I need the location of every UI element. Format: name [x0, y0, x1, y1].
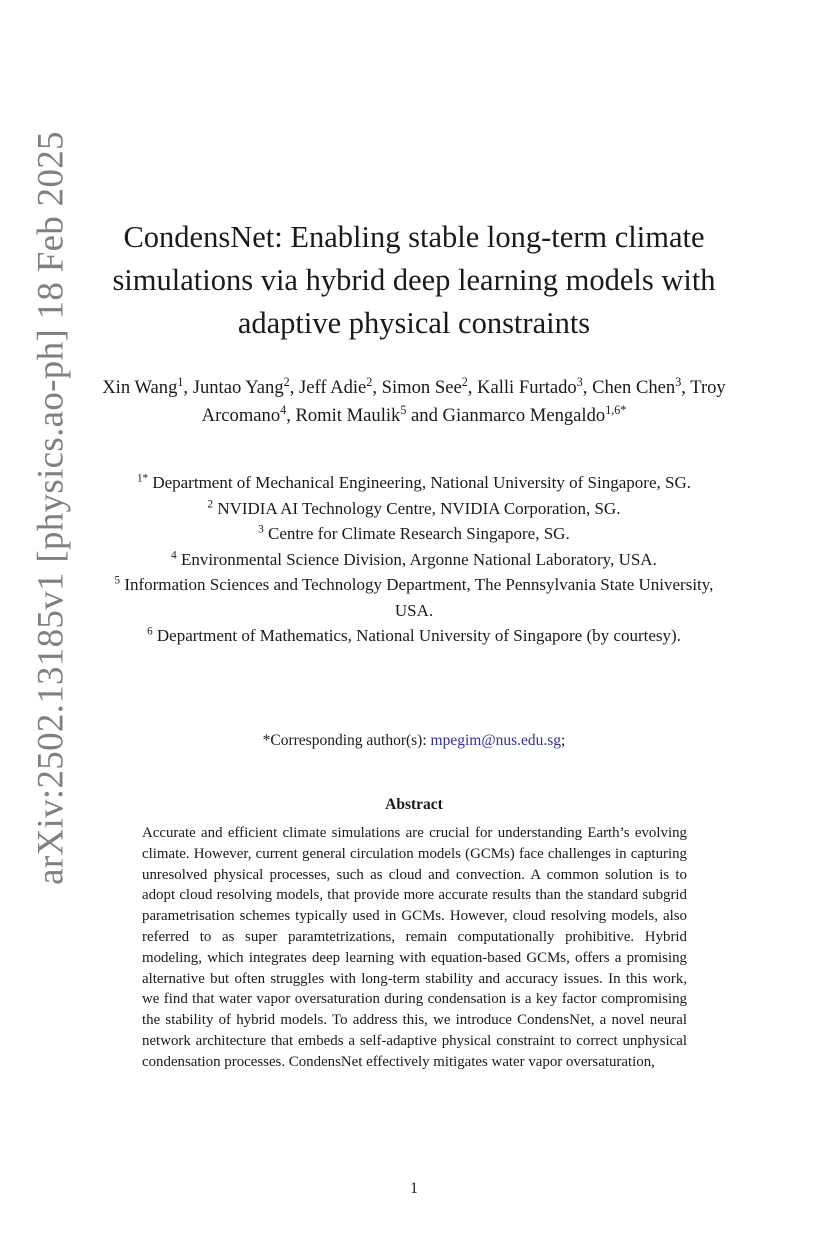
- affiliation-text: Department of Mechanical Engineering, National University of Singapore, SG.: [152, 473, 691, 492]
- affiliation: [100, 623, 728, 649]
- arxiv-identifier: arXiv:2502.13185v1 [physics.ao-ph] 18 Feb 2025: [30, 131, 72, 885]
- author-affiliation-mark: 1: [177, 374, 184, 389]
- author: [592, 374, 682, 398]
- abstract-heading: Abstract: [385, 796, 443, 813]
- author: [102, 374, 184, 398]
- affiliation-mark: 5: [114, 574, 121, 587]
- author-separator: ,: [286, 404, 296, 426]
- affiliation-text: NVIDIA AI Technology Centre, NVIDIA Corporation, SG.: [217, 498, 621, 518]
- author-separator: ,: [289, 377, 299, 398]
- affiliation: [100, 572, 728, 623]
- author-affiliation-mark: 5: [400, 402, 407, 417]
- author-name: Kalli Furtado: [477, 377, 577, 398]
- author-affiliation-mark: 2: [366, 374, 373, 389]
- author-separator: ,: [681, 377, 691, 398]
- corresponding-email-link[interactable]: mpegim@nus.edu.sg: [430, 732, 562, 749]
- author: [192, 374, 290, 398]
- affiliation: [100, 521, 728, 547]
- affiliation: [100, 470, 728, 496]
- author: [442, 402, 627, 426]
- corresponding-suffix: ;: [561, 732, 566, 749]
- affiliation-text: Department of Mathematics, National University of Singapore (by courtesy).: [156, 626, 681, 645]
- affiliation: [100, 496, 728, 522]
- author-name: Gianmarco Mengaldo: [442, 404, 606, 426]
- author-separator: ,: [467, 377, 478, 398]
- author-name: Jeff Adie: [298, 377, 367, 398]
- author-separator: ,: [582, 377, 593, 398]
- affiliation-text: Environmental Science Division, Argonne National Laboratory, USA.: [180, 549, 657, 569]
- affiliation: [100, 547, 728, 573]
- author-affiliation-mark: 1,6*: [605, 402, 627, 417]
- author-name: Troy Arcomano: [201, 377, 726, 426]
- author-separator: ,: [183, 377, 193, 398]
- author: [295, 402, 407, 426]
- author-separator: ,: [372, 377, 382, 398]
- corresponding-label: *Corresponding author(s):: [262, 732, 431, 749]
- affiliation-mark: 6: [147, 625, 153, 638]
- page-number: 1: [410, 1180, 418, 1197]
- author-name: Juntao Yang: [192, 377, 284, 398]
- author-affiliation-mark: 3: [576, 374, 583, 389]
- affiliation-mark: 3: [258, 523, 264, 536]
- author-affiliation-mark: 3: [675, 374, 682, 389]
- affiliation-text: Centre for Climate Research Singapore, SG.: [268, 524, 570, 543]
- affiliation-mark: 2: [207, 497, 214, 510]
- affiliation-mark: 1*: [137, 472, 149, 485]
- affiliation-mark: 4: [171, 548, 177, 561]
- corresponding-author: [100, 730, 728, 752]
- author-list: [100, 374, 728, 429]
- author-name: Xin Wang: [102, 377, 178, 398]
- author: [298, 374, 373, 398]
- affiliation-list: [100, 470, 728, 649]
- author-separator: and: [406, 404, 443, 426]
- abstract-text: Accurate and efficient climate simulations are crucial for understanding Earth’s evolving climate. However, current general circulation models (GCMs) face challenges in capturing unresolved physical processes, such as cloud and convection. A common solution is to adopt cloud resolving models, that provide more accurate results than the standard subgrid parametrisation schemes typically used in GCMs. However, cloud resolving models, also referred to as super paramtetrizations, remain computationally prohibitive. Hybrid modeling, which integrates deep learning with equation-based GCMs, offers a promising alternative but often struggles with long-term stability and accuracy issues. In this work, we find that water vapor oversaturation during condensation is a key factor compromising the stability of hybrid models. To address this, we introduce CondensNet, a novel neural network architecture that embeds a self-adaptive physical constraint to correct unphysical condensation processes. CondensNet effectively mitigates water vapor oversaturation,: [142, 825, 687, 1070]
- paper-title: CondensNet: Enabling stable long-term climate simulations via hybrid deep learning models with adaptive physical constraints: [112, 220, 716, 340]
- author-affiliation-mark: 4: [280, 402, 287, 417]
- author-affiliation-mark: 2: [283, 374, 290, 389]
- author-affiliation-mark: 2: [461, 374, 468, 389]
- author: [477, 374, 583, 398]
- author-name: Romit Maulik: [295, 404, 401, 426]
- affiliation-text: Information Sciences and Technology Department, The Pennsylvania State University, USA.: [124, 575, 714, 620]
- author-name: Chen Chen: [592, 377, 676, 398]
- author: [381, 374, 468, 398]
- author-name: Simon See: [381, 377, 462, 398]
